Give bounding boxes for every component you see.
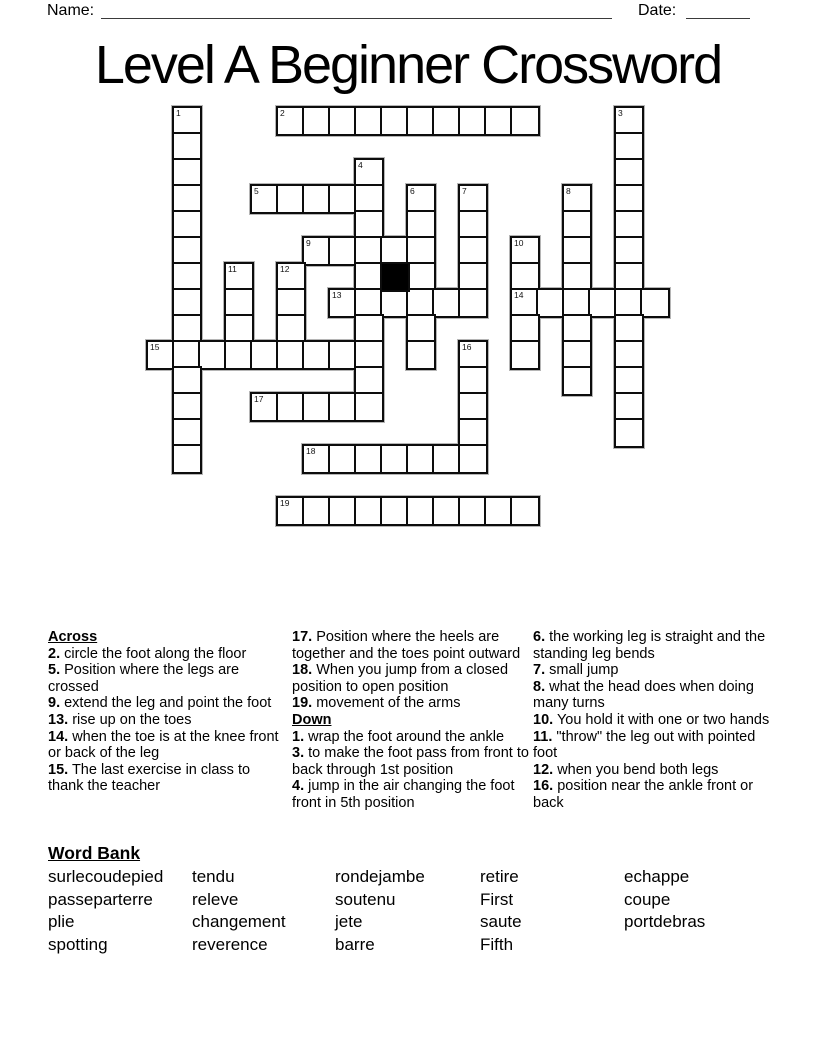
crossword-cell[interactable] — [616, 160, 642, 186]
grid-number-12: 12 — [280, 264, 290, 274]
crossword-cell[interactable] — [278, 186, 304, 212]
crossword-cell[interactable] — [460, 342, 486, 368]
crossword-cell[interactable] — [642, 290, 668, 316]
crossword-cell[interactable] — [330, 108, 356, 134]
crossword-cell[interactable] — [174, 160, 200, 186]
crossword-cell[interactable] — [356, 446, 382, 472]
clue-16 — [533, 778, 775, 811]
crossword-cell[interactable] — [616, 290, 642, 316]
crossword-cell[interactable] — [382, 446, 408, 472]
clue-column-1 — [48, 629, 288, 795]
crossword-cell[interactable] — [512, 264, 538, 290]
word-bank-column-1 — [48, 866, 163, 956]
crossword-cell[interactable] — [408, 264, 434, 290]
crossword-cell[interactable] — [278, 342, 304, 368]
crossword-cell[interactable] — [460, 108, 486, 134]
crossword-cell[interactable] — [512, 342, 538, 368]
clue-number: 11. — [533, 728, 553, 745]
crossword-cell[interactable] — [174, 212, 200, 238]
clue-12 — [533, 762, 775, 779]
grid-number-18: 18 — [306, 446, 316, 456]
clue-number: 1. — [292, 728, 305, 745]
crossword-cell[interactable] — [538, 290, 564, 316]
crossword-cell[interactable] — [226, 316, 252, 342]
crossword-cell[interactable] — [590, 290, 616, 316]
crossword-cell[interactable] — [408, 238, 434, 264]
clue-text: "throw" the leg out with pointed foot — [533, 728, 756, 762]
clue-number: 13. — [48, 711, 69, 728]
crossword-cell[interactable] — [356, 264, 382, 290]
crossword-cell[interactable] — [460, 212, 486, 238]
word-bank-heading: Word Bank — [48, 843, 141, 863]
crossword-cell[interactable] — [564, 368, 590, 394]
crossword-cell[interactable] — [356, 160, 382, 186]
clue-17 — [292, 629, 530, 662]
crossword-cell[interactable] — [616, 264, 642, 290]
grid-number-19: 19 — [280, 498, 290, 508]
crossword-cell[interactable] — [460, 290, 486, 316]
crossword-cell[interactable] — [616, 342, 642, 368]
word-bank-column-3 — [335, 866, 425, 956]
crossword-cell[interactable] — [330, 498, 356, 524]
grid-number-17: 17 — [254, 394, 264, 404]
grid-number-5: 5 — [254, 186, 259, 196]
crossword-cell[interactable] — [226, 264, 252, 290]
crossword-cell[interactable] — [304, 446, 330, 472]
crossword-cell[interactable] — [512, 238, 538, 264]
crossword-cell[interactable] — [304, 342, 330, 368]
crossword-cell[interactable] — [278, 264, 304, 290]
crossword-cell[interactable] — [434, 446, 460, 472]
clue-number: 10. — [533, 711, 554, 728]
clue-text: wrap the foot around the ankle — [304, 728, 505, 745]
clue-number: 18. — [292, 662, 313, 679]
clue-text: when you bend both legs — [553, 761, 719, 778]
crossword-cell[interactable] — [616, 212, 642, 238]
crossword-cell[interactable] — [408, 498, 434, 524]
crossword-cell[interactable] — [330, 290, 356, 316]
clue-number: 2. — [48, 645, 61, 662]
clue-text: extend the leg and point the foot — [60, 695, 272, 712]
crossword-cell[interactable] — [616, 134, 642, 160]
crossword-cell[interactable] — [564, 264, 590, 290]
clue-text: what the head does when doing many turns — [533, 678, 754, 712]
clue-text: small jump — [545, 662, 619, 679]
clue-5 — [48, 662, 288, 695]
crossword-cell[interactable] — [356, 498, 382, 524]
grid-number-2: 2 — [280, 108, 285, 118]
grid-number-1: 1 — [176, 108, 181, 118]
clue-number: 9. — [48, 695, 61, 712]
word-bank-column-2 — [192, 866, 286, 956]
clue-18 — [292, 662, 530, 695]
crossword-cell[interactable] — [460, 498, 486, 524]
crossword-cell[interactable] — [564, 342, 590, 368]
crossword-cell[interactable] — [174, 342, 200, 368]
crossword-cell[interactable] — [174, 316, 200, 342]
clue-number: 6. — [533, 629, 546, 645]
grid-number-14: 14 — [514, 290, 524, 300]
crossword-cell[interactable] — [174, 290, 200, 316]
word-bank-word: retire — [480, 867, 519, 886]
crossword-cell[interactable] — [408, 290, 434, 316]
word-bank-word: barre — [335, 934, 375, 954]
crossword-cell[interactable] — [564, 238, 590, 264]
crossword-cell[interactable] — [564, 316, 590, 342]
crossword-cell[interactable] — [252, 394, 278, 420]
clue-column-3 — [533, 629, 775, 812]
crossword-cell[interactable] — [330, 238, 356, 264]
clue-14 — [48, 729, 288, 762]
word-bank-word: releve — [192, 889, 239, 909]
crossword-cell[interactable] — [434, 108, 460, 134]
crossword-cell[interactable] — [356, 368, 382, 394]
crossword-cell[interactable] — [460, 238, 486, 264]
clue-text: jump in the air changing the foot front in 5th position — [292, 778, 515, 811]
crossword-cell[interactable] — [304, 394, 330, 420]
crossword-cell[interactable] — [408, 212, 434, 238]
clue-number: 3. — [292, 745, 305, 762]
crossword-cell[interactable] — [512, 290, 538, 316]
clue-number: 8. — [533, 678, 546, 695]
clue-number: 5. — [48, 662, 61, 679]
clue-number: 19. — [292, 695, 313, 712]
crossword-cell[interactable] — [356, 108, 382, 134]
clue-number: 12. — [533, 761, 554, 778]
crossword-cell[interactable] — [564, 212, 590, 238]
clue-15 — [48, 762, 288, 795]
grid-number-13: 13 — [332, 290, 342, 300]
clue-1 — [292, 729, 530, 746]
crossword-cell[interactable] — [278, 498, 304, 524]
crossword-cell[interactable] — [408, 446, 434, 472]
crossword-cell[interactable] — [174, 134, 200, 160]
crossword-cell[interactable] — [512, 316, 538, 342]
crossword-cell[interactable] — [408, 342, 434, 368]
crossword-cell[interactable] — [278, 290, 304, 316]
clue-8 — [533, 679, 775, 712]
crossword-cell[interactable] — [382, 238, 408, 264]
word-bank-column-5 — [624, 866, 705, 934]
crossword-cell[interactable] — [252, 186, 278, 212]
grid-number-9: 9 — [306, 238, 311, 248]
crossword-cell[interactable] — [460, 368, 486, 394]
crossword-cell[interactable] — [278, 394, 304, 420]
crossword-cell[interactable] — [356, 316, 382, 342]
clue-text: movement of the arms — [312, 695, 461, 712]
word-bank-word: portdebras — [624, 912, 706, 932]
clue-column-2 — [292, 629, 530, 812]
grid-number-4: 4 — [358, 160, 363, 170]
word-bank-word: changement — [192, 912, 286, 932]
word-bank-word: jete — [335, 912, 363, 932]
crossword-cell[interactable] — [330, 342, 356, 368]
name-label: Name: — [47, 2, 95, 19]
grid-number-11: 11 — [228, 264, 237, 274]
word-bank-word: saute — [480, 912, 522, 932]
crossword-cell[interactable] — [200, 342, 226, 368]
crossword-cell[interactable] — [382, 290, 408, 316]
crossword-cell[interactable] — [356, 290, 382, 316]
crossword-cell[interactable] — [512, 108, 538, 134]
word-bank-word: soutenu — [335, 889, 396, 909]
clue-number: 15. — [48, 761, 69, 778]
clue-6 — [533, 629, 775, 662]
date-label: Date: — [638, 2, 677, 19]
word-bank-column-4 — [480, 866, 522, 956]
clue-text: Position where the heels are together and the toes point outward — [292, 629, 521, 662]
crossword-cell[interactable] — [148, 342, 174, 368]
crossword-cell[interactable] — [408, 108, 434, 134]
crossword-cell[interactable] — [408, 186, 434, 212]
page-title: Level A Beginner Crossword — [94, 35, 722, 95]
clue-text: When you jump from a closed position to open position — [292, 662, 509, 695]
clue-text: when the toe is at the knee front or back of the leg — [48, 728, 279, 762]
word-bank-word: Fifth — [480, 934, 514, 954]
clue-text: rise up on the toes — [68, 711, 192, 728]
clue-text: circle the foot along the floor — [60, 645, 247, 662]
crossword-cell[interactable] — [616, 186, 642, 212]
crossword-cell[interactable] — [226, 342, 252, 368]
crossword-cell[interactable] — [486, 108, 512, 134]
clue-7 — [533, 662, 775, 679]
crossword-cell[interactable] — [616, 238, 642, 264]
word-bank-word: echappe — [624, 867, 690, 886]
crossword-cell[interactable] — [174, 368, 200, 394]
clue-2 — [48, 646, 288, 663]
clue-number: 17. — [292, 629, 313, 645]
crossword-cell[interactable] — [486, 498, 512, 524]
clue-9 — [48, 695, 288, 712]
crossword-cell[interactable] — [174, 264, 200, 290]
crossword-cell[interactable] — [174, 446, 200, 472]
clue-13 — [48, 712, 288, 729]
crossword-cell[interactable] — [434, 498, 460, 524]
grid-number-6: 6 — [410, 186, 415, 196]
crossword-cell[interactable] — [460, 394, 486, 420]
crossword-cell[interactable] — [330, 446, 356, 472]
crossword-cell[interactable] — [460, 264, 486, 290]
word-bank-word: plie — [48, 912, 75, 932]
crossword-cell[interactable] — [616, 368, 642, 394]
crossword-cell[interactable] — [382, 498, 408, 524]
word-bank-word: coupe — [624, 889, 671, 909]
clue-3 — [292, 745, 530, 778]
word-bank-word: passeparterre — [48, 889, 153, 909]
crossword-cell[interactable] — [304, 238, 330, 264]
crossword-cell[interactable] — [564, 290, 590, 316]
down-heading: Down — [292, 711, 332, 728]
word-bank-word: tendu — [192, 867, 235, 886]
grid-number-15: 15 — [150, 342, 160, 352]
clue-text: the working leg is straight and the standing leg bends — [533, 629, 766, 662]
crossword-cell[interactable] — [616, 108, 642, 134]
clue-number: 4. — [292, 778, 305, 795]
crossword-cell[interactable] — [382, 108, 408, 134]
clue-number: 7. — [533, 662, 546, 679]
clue-10 — [533, 712, 775, 729]
crossword-cell[interactable] — [356, 394, 382, 420]
crossword-cell[interactable] — [226, 290, 252, 316]
crossword-cell[interactable] — [330, 394, 356, 420]
clue-number: 14. — [48, 728, 69, 745]
word-bank-word: rondejambe — [335, 867, 425, 886]
clue-text: You hold it with one or two hands — [553, 711, 770, 728]
grid-number-3: 3 — [618, 108, 623, 118]
crossword-cell[interactable] — [616, 420, 642, 446]
crossword-cell[interactable] — [460, 420, 486, 446]
crossword-cell[interactable] — [356, 238, 382, 264]
clue-text: The last exercise in class to thank the teacher — [48, 761, 251, 795]
clue-11 — [533, 729, 775, 762]
clue-text: to make the foot pass from front to back through 1st position — [292, 745, 529, 778]
word-bank-word: spotting — [48, 934, 108, 954]
word-bank-word: First — [480, 889, 514, 909]
grid-number-10: 10 — [514, 238, 524, 248]
crossword-cell[interactable] — [174, 238, 200, 264]
crossword-cell[interactable] — [304, 108, 330, 134]
clue-number: 16. — [533, 778, 554, 795]
crossword-cell[interactable] — [174, 394, 200, 420]
crossword-cell[interactable] — [408, 316, 434, 342]
crossword-cell[interactable] — [252, 342, 278, 368]
crossword-cell[interactable] — [356, 186, 382, 212]
crossword-cell[interactable] — [174, 108, 200, 134]
grid-number-8: 8 — [566, 186, 571, 196]
clue-4 — [292, 778, 530, 811]
clue-text: Position where the legs are crossed — [48, 662, 240, 695]
crossword-cell[interactable] — [304, 498, 330, 524]
crossword-cell[interactable] — [512, 498, 538, 524]
crossword-cell[interactable] — [278, 316, 304, 342]
grid-number-7: 7 — [462, 186, 467, 196]
crossword-cell[interactable] — [278, 108, 304, 134]
across-heading: Across — [48, 629, 98, 645]
crossword-cell[interactable] — [460, 186, 486, 212]
crossword-cell[interactable] — [304, 186, 330, 212]
crossword-cell[interactable] — [356, 212, 382, 238]
word-bank-word: reverence — [192, 934, 268, 954]
crossword-cell[interactable] — [460, 446, 486, 472]
crossword-cell[interactable] — [564, 186, 590, 212]
word-bank-word: surlecoudepied — [48, 867, 164, 886]
crossword-cell[interactable] — [330, 186, 356, 212]
crossword-cell[interactable] — [174, 186, 200, 212]
crossword-cell[interactable] — [174, 420, 200, 446]
blocked-cell — [382, 264, 408, 290]
crossword-cell[interactable] — [616, 316, 642, 342]
clue-19 — [292, 695, 530, 712]
crossword-cell[interactable] — [616, 394, 642, 420]
crossword-cell[interactable] — [434, 290, 460, 316]
grid-number-16: 16 — [462, 342, 472, 352]
crossword-cell[interactable] — [356, 342, 382, 368]
clue-text: position near the ankle front or back — [533, 778, 754, 811]
